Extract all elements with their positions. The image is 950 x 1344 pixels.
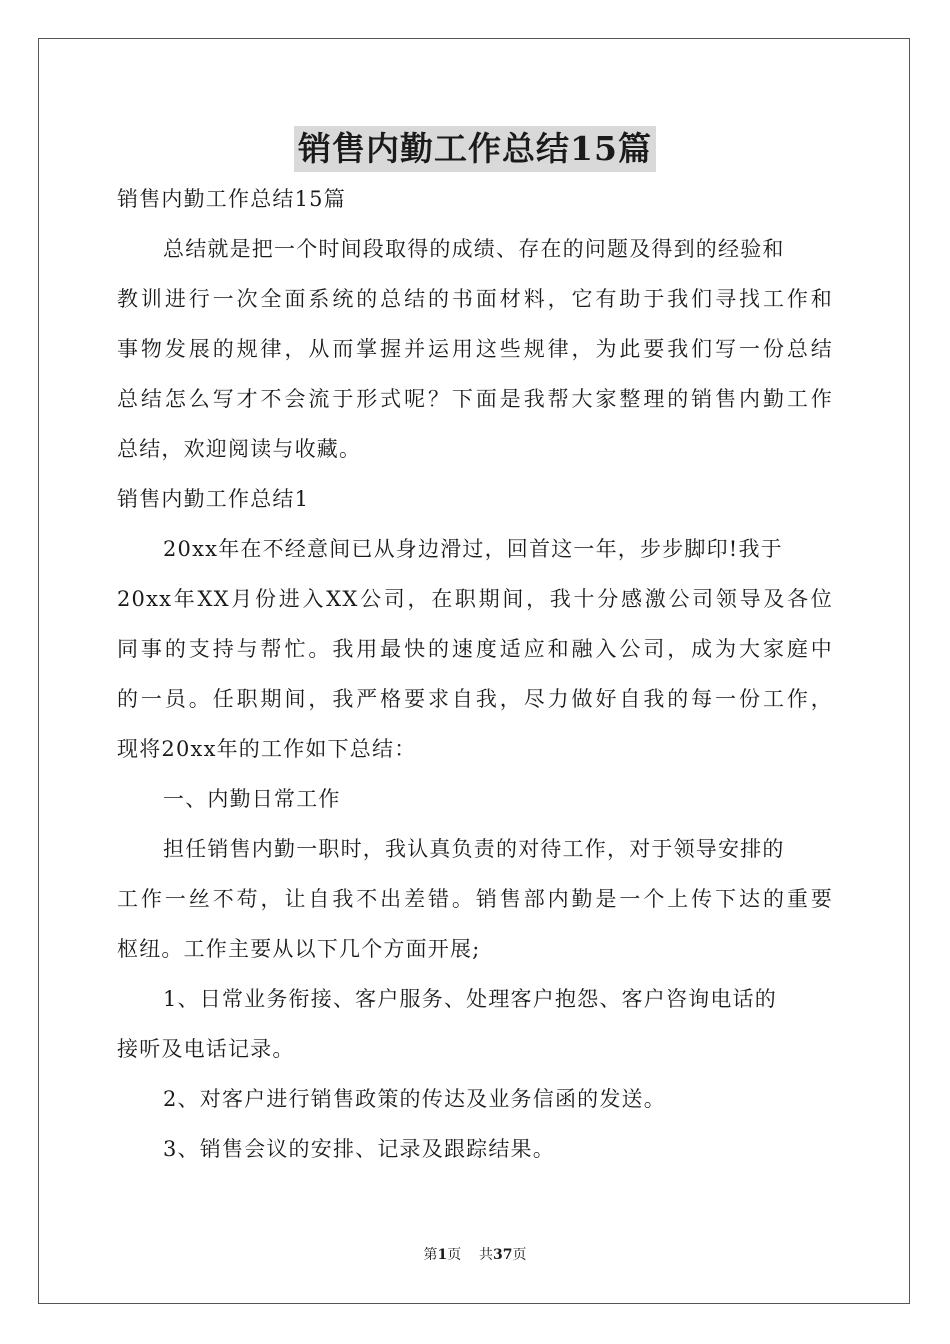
para2-line-1: 担任销售内勤一职时，我认真负责的对待工作，对于领导安排的 xyxy=(163,837,785,861)
total-label-post: 页 xyxy=(512,1247,527,1263)
intro-line-1: 总结就是把一个时间段取得的成绩、存在的问题及得到的经验和 xyxy=(163,237,785,261)
total-label-pre: 共 xyxy=(479,1247,494,1263)
subheading-daily-work: 一、内勤日常工作 xyxy=(163,787,341,811)
intro-line-4: 总结怎么写才不会流于形式呢？下面是我帮大家整理的销售内勤工作 xyxy=(117,387,833,411)
total-pages: 37 xyxy=(493,1247,513,1263)
page-label-pre: 第 xyxy=(423,1247,438,1263)
intro-line-3: 事物发展的规律，从而掌握并运用这些规律，为此要我们写一份总结 xyxy=(117,337,833,361)
item1-line-1: 1、日常业务衔接、客户服务、处理客户抱怨、客户咨询电话的 xyxy=(163,987,777,1011)
item3: 3、销售会议的安排、记录及跟踪结果。 xyxy=(163,1137,555,1161)
subtitle: 销售内勤工作总结15篇 xyxy=(117,187,346,211)
para2-line-2: 工作一丝不苟，让自我不出差错。销售部内勤是一个上传下达的重要 xyxy=(117,887,833,911)
page-number: 1 xyxy=(437,1247,448,1263)
intro-line-2: 教训进行一次全面系统的总结的书面材料，它有助于我们寻找工作和 xyxy=(117,287,833,311)
section1-line-5: 现将20xx年的工作如下总结： xyxy=(117,737,417,761)
item2: 2、对客户进行销售政策的传达及业务信函的发送。 xyxy=(163,1087,666,1111)
title-wrap xyxy=(0,126,950,172)
page-footer xyxy=(0,1245,950,1265)
section-heading-1: 销售内勤工作总结1 xyxy=(117,487,310,511)
para2-line-3: 枢纽。工作主要从以下几个方面开展; xyxy=(117,937,481,961)
page-label-post: 页 xyxy=(447,1247,462,1263)
page-border xyxy=(38,38,910,1304)
section1-line-3: 同事的支持与帮忙。我用最快的速度适应和融入公司，成为大家庭中 xyxy=(117,637,833,661)
section1-line-1: 20xx年在不经意间已从身边滑过，回首这一年，步步脚印!我于 xyxy=(163,537,783,561)
item1-line-2: 接听及电话记录。 xyxy=(117,1037,295,1061)
document-title: 销售内勤工作总结15篇 xyxy=(294,126,656,172)
intro-line-5: 总结，欢迎阅读与收藏。 xyxy=(117,437,362,461)
section1-line-2: 20xx年XX月份进入XX公司，在职期间，我十分感激公司领导及各位 xyxy=(117,587,833,611)
section1-line-4: 的一员。任职期间，我严格要求自我，尽力做好自我的每一份工作， xyxy=(117,687,833,711)
